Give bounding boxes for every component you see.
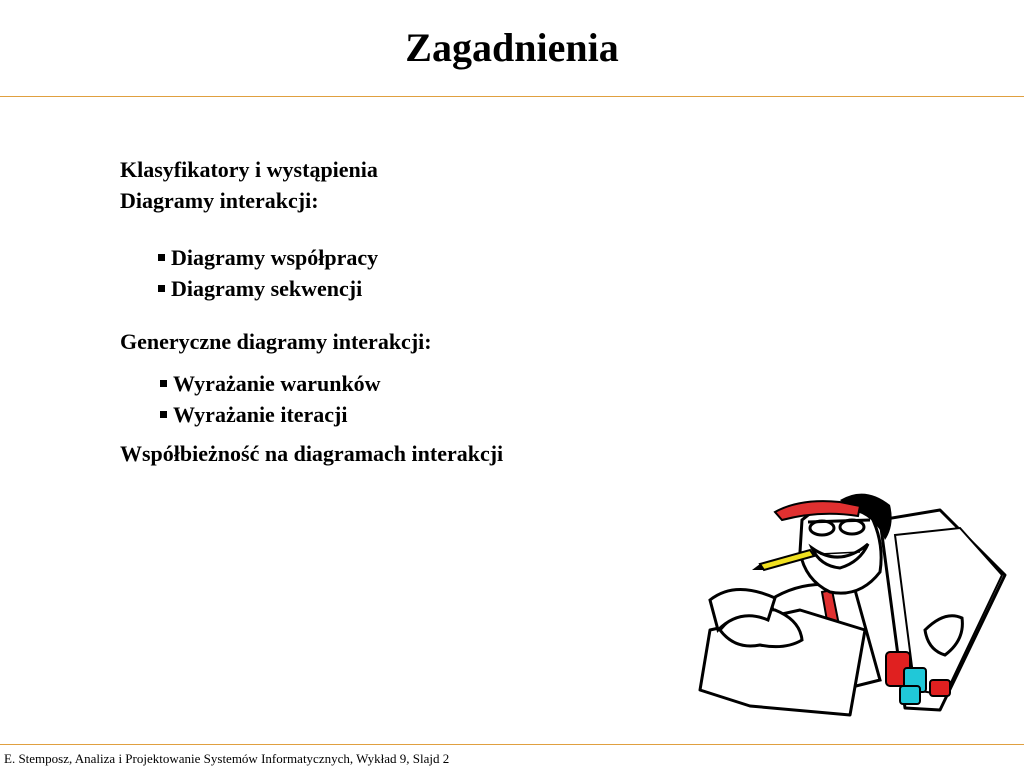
subtopic-sequence: Diagramy sekwencji — [158, 276, 362, 302]
subtopic-collaboration: Diagramy współpracy — [158, 245, 378, 271]
square-bullet-icon — [158, 254, 165, 261]
title-divider — [0, 96, 1024, 97]
square-bullet-icon — [160, 411, 167, 418]
subtopic-conditions: Wyrażanie warunków — [160, 371, 381, 397]
topic-generic-diagrams: Generyczne diagramy interakcji: — [120, 329, 432, 354]
subtopic-iteration: Wyrażanie iteracji — [160, 402, 348, 428]
topic-concurrency: Współbieżność na diagramach interakcji — [120, 441, 504, 466]
slide-footer: E. Stemposz, Analiza i Projektowanie Systemów Informatycznych, Wykład 9, Slajd 2 — [4, 751, 450, 766]
slide-title: Zagadnienia — [405, 25, 619, 70]
topic-interaction-diagrams: Diagramy interakcji: — [120, 188, 319, 213]
square-bullet-icon — [160, 380, 167, 387]
square-bullet-icon — [158, 285, 165, 292]
footer-divider — [0, 744, 1024, 745]
clipart-man-with-papers — [690, 480, 1020, 720]
topic-classifiers: Klasyfikatory i wystąpienia — [120, 157, 378, 182]
